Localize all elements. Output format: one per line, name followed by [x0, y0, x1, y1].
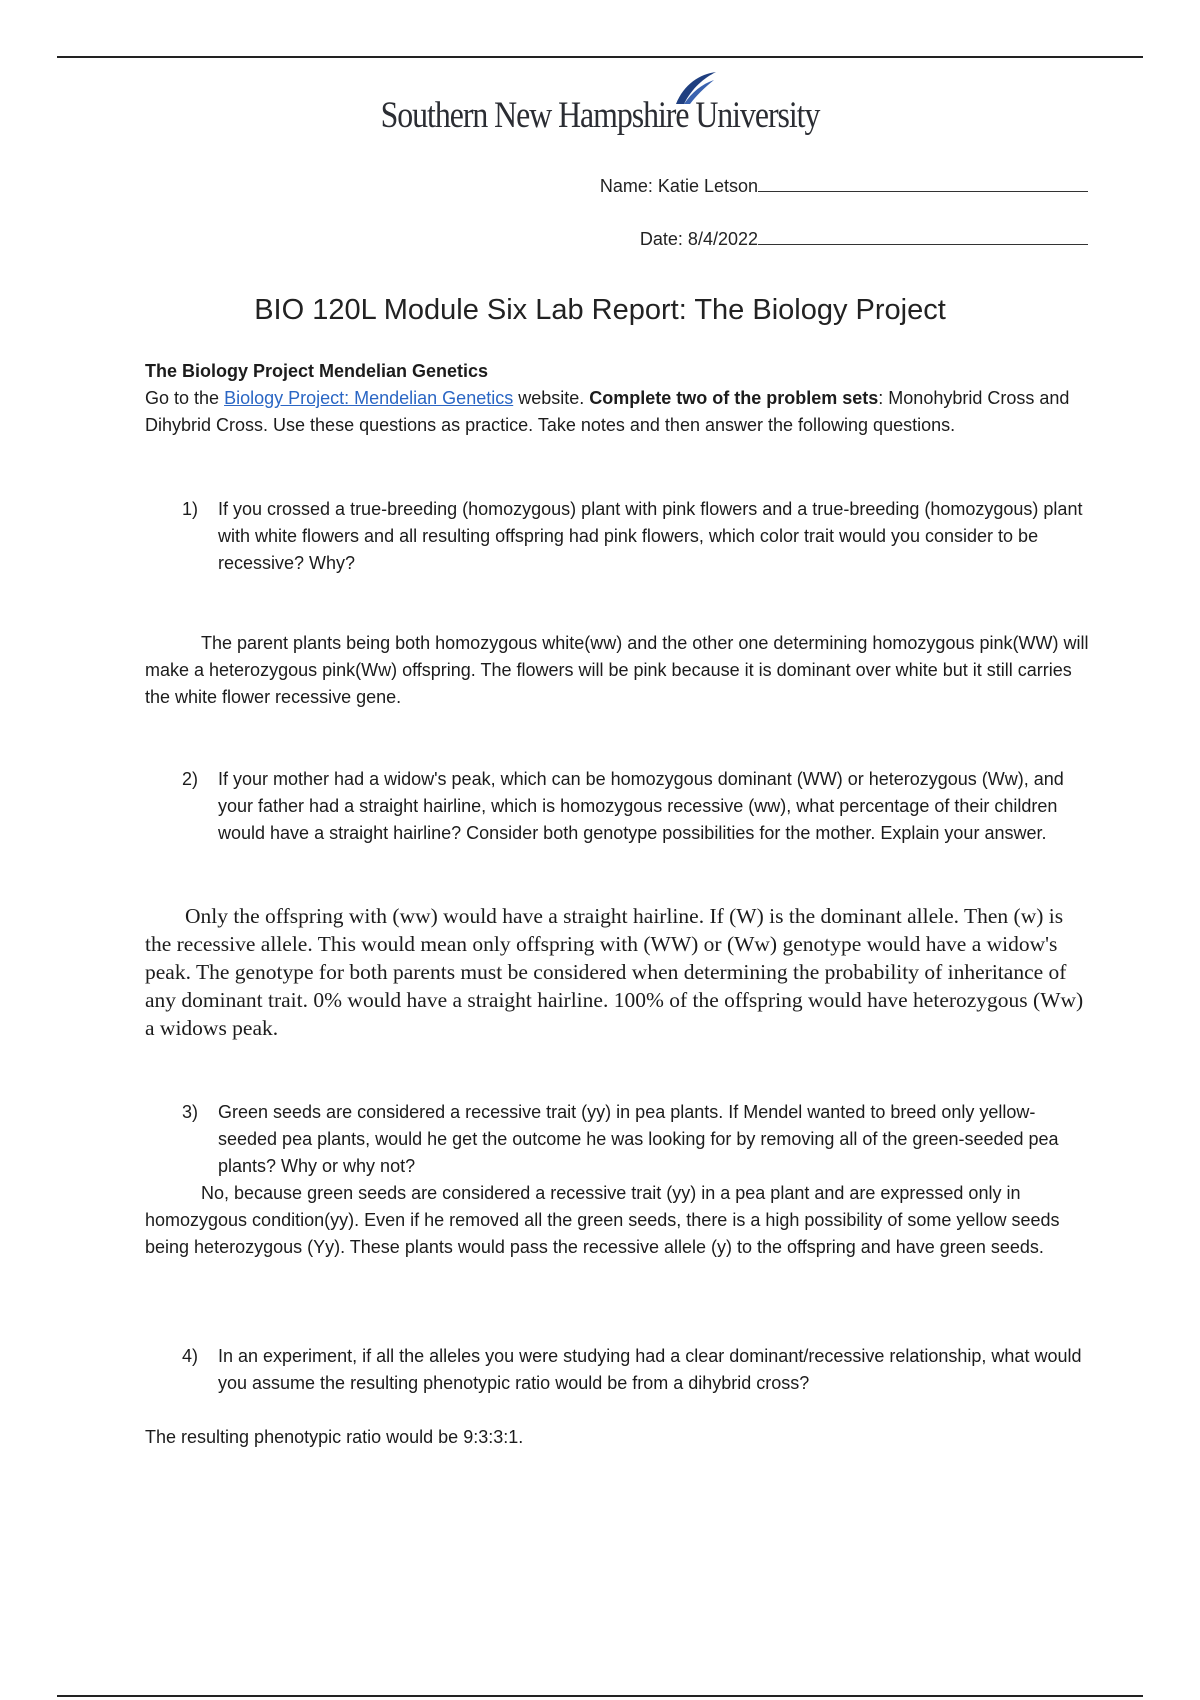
question-number: 1)	[182, 499, 199, 519]
name-blank-line	[758, 175, 1088, 192]
answer-3: No, because green seeds are considered a recessive trait (yy) in a pea plant and are expressed only in homozygous condition(yy). Even if he removed all the green seeds, there is a high possibility of some yellow seeds being heterozygous (Yy). These plants would pass the recessive allele (y) to the offspring and have green seeds.	[145, 1183, 1060, 1257]
question-text: If you crossed a true-breeding (homozygous) plant with pink flowers and a true-breeding (homozygous) plant with white flowers and all resulting offspring had pink flowers, which color trait would you consider to be recessive? Why?	[218, 499, 1083, 573]
date-field	[640, 228, 1088, 250]
date-label: Date: 8/4/2022	[639, 229, 758, 249]
section-heading: The Biology Project Mendelian Genetics	[145, 361, 489, 381]
intro-bold-instruction: Complete two of the problem sets	[589, 388, 879, 408]
question-text: If your mother had a widow's peak, which can be homozygous dominant (WW) or heterozygous (Ww), and your father had a straight hairline, which is homozygous recessive (ww), what percentage of their children would have a straight hairline? Consider both genotype possibilities for the mother. Explain your answer.	[218, 769, 1064, 843]
logo-text: Southern New Hampshire University	[380, 95, 820, 136]
answer-4: The resulting phenotypic ratio would be 9:3:3:1.	[145, 1427, 524, 1447]
intro-section	[145, 358, 1090, 439]
bottom-rule	[57, 1695, 1143, 1697]
top-rule	[57, 56, 1143, 58]
question-4	[145, 1343, 1090, 1397]
question-1	[145, 496, 1090, 577]
name-label: Name: Katie Letson	[599, 176, 758, 196]
question-2	[145, 766, 1090, 847]
question-number: 3)	[182, 1102, 199, 1122]
page-title: BIO 120L Module Six Lab Report: The Biology Project	[254, 294, 946, 326]
question-3	[145, 1099, 1090, 1180]
question-number: 2)	[182, 769, 199, 789]
intro-paragraph	[145, 385, 1090, 439]
intro-post-link: website.	[513, 388, 590, 408]
answer-2: Only the offspring with (ww) would have a straight hairline. If (W) is the dominant allele. Then (w) is the recessive allele. This would mean only offspring with (WW) or (Ww) genotype would have a widow's peak. The genotype for both parents must be considered when determining the probability of inheritance of any dominant trait. 0% would have a straight hairline. 100% of the offspring would have heterozygous (Ww) a widows peak.	[145, 904, 1084, 1040]
name-field	[600, 175, 1088, 197]
university-logo	[0, 70, 1200, 150]
question-text: Green seeds are considered a recessive trait (yy) in pea plants. If Mendel wanted to breed only yellow-seeded pea plants, would he get the outcome he was looking for by removing all of the green-seeded pea plants? Why or why not?	[218, 1102, 1059, 1176]
question-number: 4)	[182, 1346, 199, 1366]
intro-pre-link: Go to the	[145, 388, 225, 408]
date-blank-line	[758, 228, 1088, 245]
question-text: In an experiment, if all the alleles you were studying had a clear dominant/recessive relationship, what would you assume the resulting phenotypic ratio would be from a dihybrid cross?	[218, 1346, 1082, 1393]
answer-1: The parent plants being both homozygous white(ww) and the other one determining homozygous pink(WW) will make a heterozygous pink(Ww) offspring. The flowers will be pink because it is dominant over white but it still carries the white flower recessive gene.	[145, 633, 1089, 707]
biology-project-link[interactable]: Biology Project: Mendelian Genetics	[224, 388, 514, 408]
intro-rest: : Monohybrid Cross and Dihybrid Cross. Use these questions as practice. Take notes and then answer the following questions.	[145, 388, 1070, 435]
